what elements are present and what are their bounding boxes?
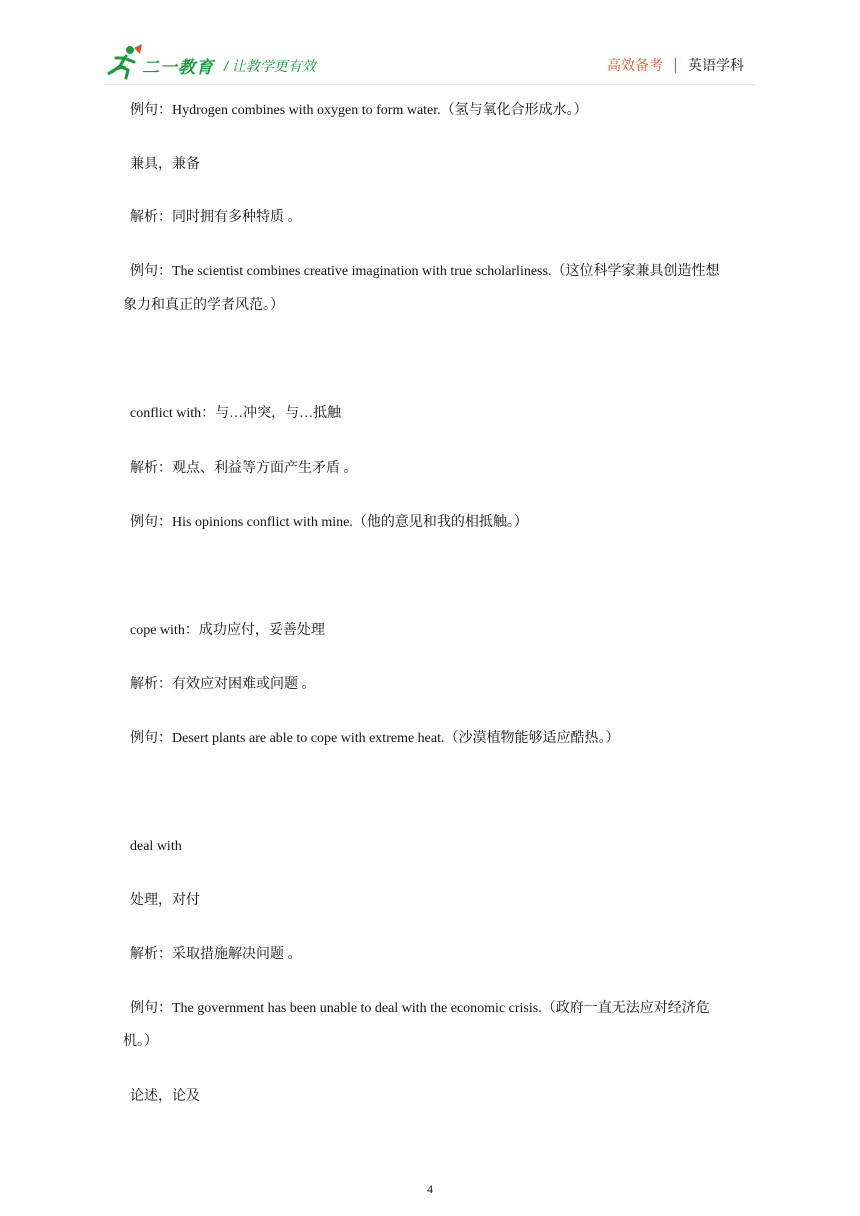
header-tag-subject: 英语学科: [688, 57, 744, 73]
text-line: 解析：有效应对困难或问题 。: [130, 677, 316, 692]
text-line: 论述，论及: [130, 1089, 200, 1104]
header-rule: [104, 84, 756, 85]
text-line: 例句：The scientist combines creative imagination with true scholarliness.（这位科学家兼具创造性想: [130, 264, 720, 279]
text-line: deal with: [130, 839, 182, 854]
page-header: [0, 0, 860, 85]
text-line: 解析：观点、利益等方面产生矛盾 。: [130, 461, 358, 476]
text-line: 例句：Hydrogen combines with oxygen to form water.（氢与氧化合形成水。）: [130, 103, 588, 118]
logo-text: 二一教育: [142, 58, 214, 77]
header-divider: [675, 58, 676, 73]
text-line: 例句：His opinions conflict with mine.（他的意见和我的相抵触。）: [130, 515, 528, 530]
page-number: 4: [427, 1182, 433, 1196]
text-line: cope with：成功应付，妥善处理: [130, 623, 325, 638]
text-line: 解析：同时拥有多种特质 。: [130, 210, 302, 225]
text-line: 例句：Desert plants are able to cope with extreme heat.（沙漠植物能够适应酷热。）: [130, 731, 620, 746]
header-tag-exam: 高效备考: [607, 57, 663, 73]
text-line: 机。）: [123, 1034, 158, 1049]
text-line: 处理，对付: [130, 893, 200, 908]
text-line: 解析：采取措施解决问题 。: [130, 947, 302, 962]
text-line: 兼具，兼备: [130, 157, 200, 172]
text-line: 象力和真正的学者风范。）: [123, 298, 284, 313]
header-right: [607, 55, 744, 75]
header-slogan: / 让教学更有效: [224, 58, 316, 74]
text-line: conflict with：与…冲突，与…抵触: [130, 406, 342, 421]
text-line: 例句：The government has been unable to deal with the economic crisis.（政府一直无法应对经济危: [130, 1001, 710, 1016]
